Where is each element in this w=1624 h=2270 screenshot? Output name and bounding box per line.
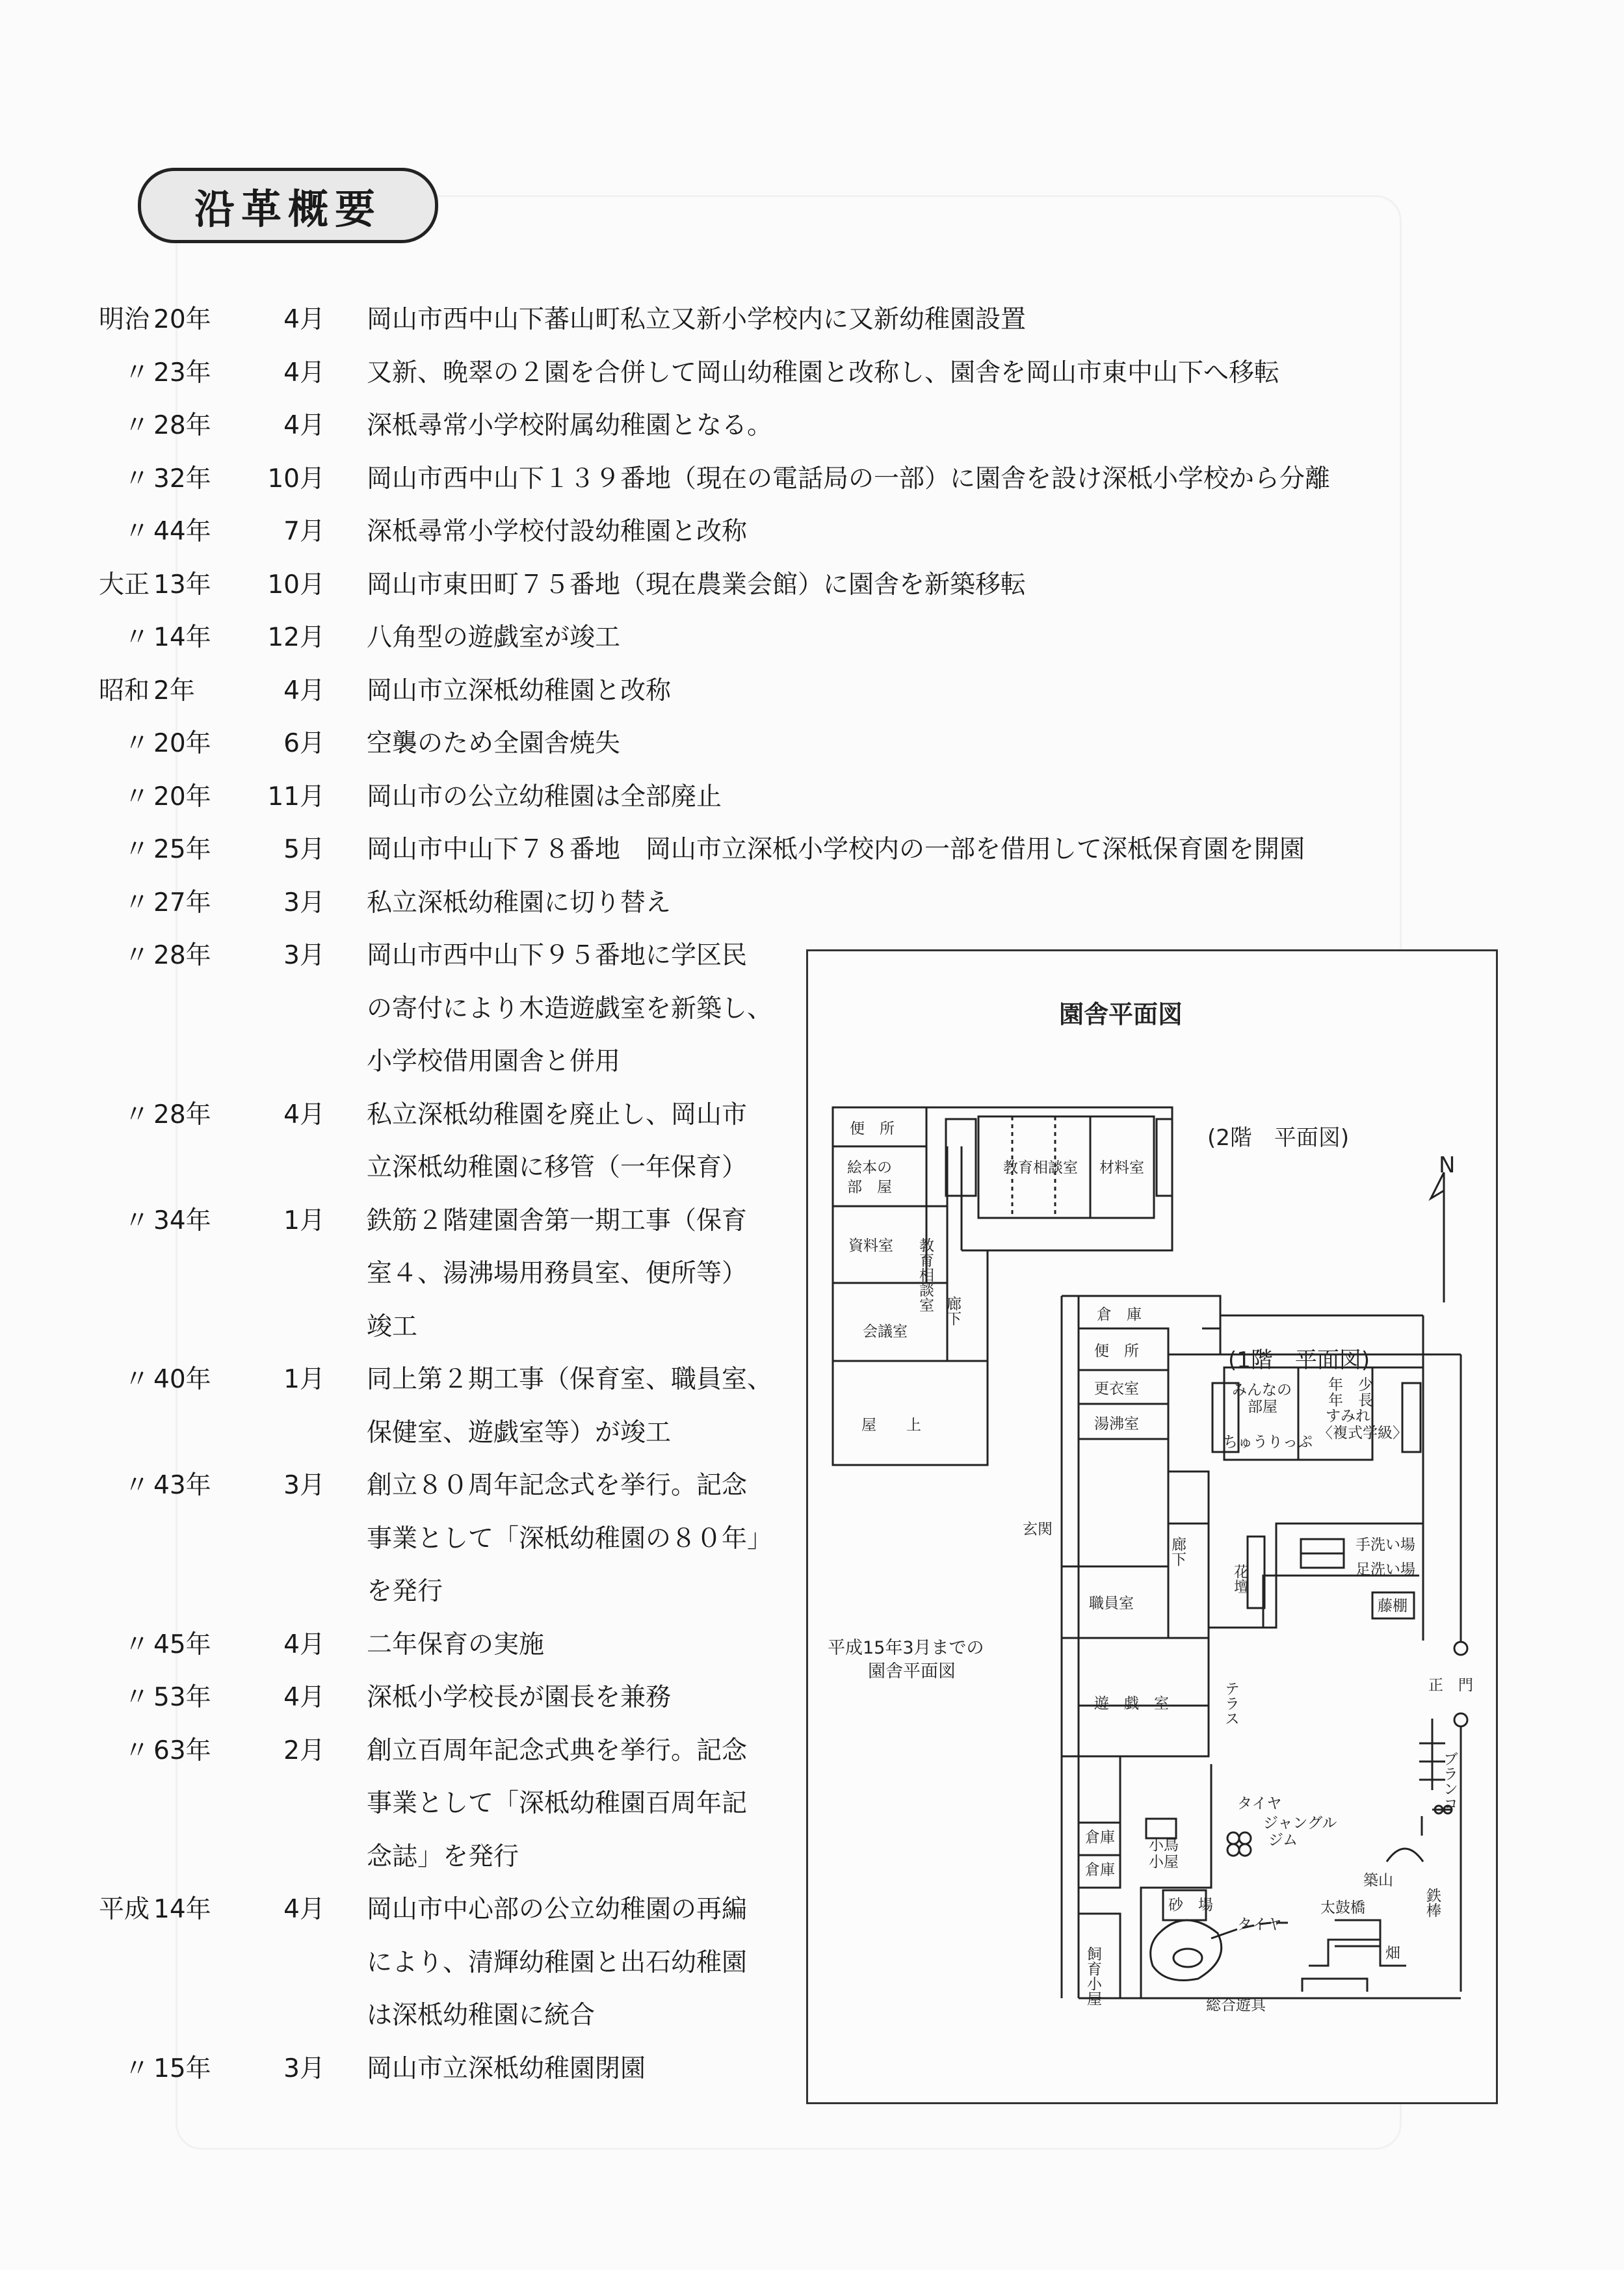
- room-meeting: 会議室: [863, 1323, 908, 1340]
- history-era: 〃: [124, 835, 150, 864]
- footwash-label: 足洗い場: [1356, 1561, 1415, 1578]
- history-era: 大正: [98, 570, 150, 600]
- history-text: 私立深柢幼稚園を廃止し、岡山市: [367, 1100, 748, 1129]
- history-year: 13年: [153, 570, 211, 600]
- page-title: 沿革概要: [138, 168, 438, 243]
- history-text-continued: 小学校借用園舎と併用: [367, 1047, 621, 1076]
- room-picture-book-2: 部 屋: [847, 1179, 892, 1196]
- history-era: 〃: [124, 623, 150, 652]
- room-tulip: ちゅうりっぷ: [1223, 1434, 1313, 1451]
- corridor-1f-label: 廊下: [1169, 1537, 1186, 1566]
- history-month: 11月: [267, 782, 325, 812]
- history-row: [0, 731, 806, 757]
- history-month: 1月: [283, 1206, 325, 1235]
- label-1f: (1階 平面図): [1228, 1347, 1370, 1373]
- history-month: 3月: [283, 1471, 325, 1500]
- history-row: [0, 1367, 806, 1393]
- history-text-continued: 室４、湯沸場用務員室、便所等）: [367, 1259, 748, 1288]
- history-month: 3月: [283, 941, 325, 970]
- history-row: [0, 305, 1027, 334]
- history-year: 53年: [153, 1683, 211, 1712]
- history-month: 7月: [283, 517, 325, 546]
- history-year: 20年: [153, 782, 211, 812]
- history-era: 平成: [98, 1895, 150, 1924]
- drum-bridge: [1335, 1920, 1380, 1946]
- room-minna-1: みんなの: [1232, 1382, 1292, 1399]
- history-text-continued: は深柢幼稚園に統合: [367, 2001, 596, 2030]
- handwash-label: 手洗い場: [1356, 1537, 1415, 1553]
- floor-plan-title: 園舎平面図: [1059, 1000, 1183, 1029]
- tire-label: タイヤ: [1237, 1795, 1282, 1812]
- history-era: 〃: [124, 1683, 150, 1712]
- history-text: 岡山市西中山下１３９番地（現在の電話局の一部）に園舎を設け深柢小学校から分離: [367, 464, 1331, 494]
- tire-label-2: タイヤ: [1237, 1916, 1282, 1933]
- plan-caption-line1: 平成15年3月までの: [828, 1638, 984, 1658]
- history-era: 昭和: [98, 676, 150, 706]
- history-year: 23年: [153, 358, 211, 388]
- history-era: 〃: [124, 1471, 150, 1500]
- history-text: 二年保育の実施: [367, 1630, 545, 1659]
- storage-a-label: 倉庫: [1085, 1829, 1115, 1846]
- history-era: 明治: [98, 305, 150, 334]
- room-combined: 〈複式学級〉: [1318, 1425, 1408, 1442]
- history-month: 3月: [283, 888, 325, 917]
- bird-label-2: 小屋: [1149, 1854, 1179, 1871]
- history-year: 27年: [153, 888, 211, 917]
- corridor-2f-label: 廊下: [944, 1296, 961, 1326]
- history-era: 〃: [124, 782, 150, 812]
- history-month: 4月: [283, 1100, 325, 1129]
- history-era: 〃: [124, 1365, 150, 1394]
- history-year: 28年: [153, 411, 211, 440]
- history-text: 岡山市西中山下蕃山町私立又新小学校内に又新幼稚園設置: [367, 305, 1027, 334]
- history-year: 2年: [153, 676, 195, 706]
- tire-1: [1227, 1832, 1239, 1844]
- history-row: [0, 943, 806, 969]
- room-locker: 更衣室: [1094, 1380, 1139, 1397]
- bird-label-1: 小鳥: [1149, 1837, 1179, 1854]
- room-counsel-vertical: 教育相談室: [917, 1237, 934, 1312]
- history-era: 〃: [124, 888, 150, 917]
- room-minna-2: 部屋: [1248, 1399, 1277, 1416]
- history-text: 岡山市中心部の公立幼稚園の再編: [367, 1895, 748, 1924]
- history-era: 〃: [124, 1630, 150, 1659]
- history-text-continued: 保健室、遊戯室等）が竣工: [367, 1418, 672, 1447]
- flowerbed: [1248, 1537, 1264, 1608]
- history-text: 岡山市西中山下９５番地に学区民: [367, 941, 748, 970]
- history-month: 4月: [283, 1630, 325, 1659]
- history-year: 32年: [153, 464, 211, 494]
- history-era: 〃: [124, 729, 150, 758]
- jungle-gym-label-2: ジム: [1268, 1832, 1298, 1849]
- history-year: 28年: [153, 941, 211, 970]
- history-text-continued: 立深柢幼稚園に移管（一年保育）: [367, 1153, 748, 1182]
- room-nensho: 年 少: [1328, 1377, 1373, 1393]
- history-row: [0, 1632, 806, 1658]
- history-row: [0, 1897, 806, 1923]
- history-era: 〃: [124, 1100, 150, 1129]
- history-row: [0, 464, 1331, 494]
- history-era: 〃: [124, 517, 150, 546]
- play-equipment-label: 総合遊具: [1206, 1997, 1266, 2014]
- history-year: 14年: [153, 1895, 211, 1924]
- history-era: 〃: [124, 1206, 150, 1235]
- history-text-continued: 竣工: [367, 1312, 418, 1341]
- history-year: 14年: [153, 623, 211, 652]
- history-era: 〃: [124, 358, 150, 388]
- history-row: [0, 1735, 806, 1765]
- bird-house: [1146, 1819, 1176, 1838]
- room-nencho: 年 長: [1328, 1392, 1373, 1409]
- history-text-continued: 念誌」を発行: [367, 1841, 519, 1871]
- mound: [1387, 1849, 1423, 1862]
- history-row: [0, 2053, 806, 2083]
- history-month: 10月: [267, 464, 325, 494]
- history-row: [0, 784, 806, 810]
- history-month: 4月: [283, 305, 325, 334]
- history-year: 20年: [153, 729, 211, 758]
- room-kitchenette: 湯沸室: [1094, 1416, 1139, 1432]
- history-text: 岡山市立深柢幼稚園と改称: [367, 676, 672, 706]
- mound-label: 築山: [1363, 1872, 1393, 1889]
- history-era: 〃: [124, 411, 150, 440]
- history-row: [0, 835, 1305, 864]
- history-row: [0, 1473, 806, 1499]
- play-equipment: [1151, 1920, 1222, 1981]
- room-picture-book-1: 絵本の: [847, 1159, 892, 1176]
- history-text: 岡山市東田町７５番地（現在農業会館）に園舎を新築移転: [367, 570, 1027, 600]
- stairs-2f-right: [1157, 1119, 1172, 1196]
- rooftop: [833, 1361, 988, 1465]
- history-year: 45年: [153, 1630, 211, 1659]
- history-era: 〃: [124, 941, 150, 970]
- floor-plan-panel: [806, 949, 1498, 2104]
- history-year: 15年: [153, 2053, 211, 2083]
- terrace-label: テラス: [1222, 1681, 1239, 1726]
- picture-book-room: [833, 1146, 926, 1206]
- history-text: 深柢小学校長が園長を兼務: [367, 1683, 672, 1712]
- history-text: 岡山市立深柢幼稚園閉園: [367, 2053, 646, 2083]
- history-text: 私立深柢幼稚園に切り替え: [367, 888, 672, 917]
- history-text-continued: 事業として「深柢幼稚園百周年記: [367, 1789, 748, 1818]
- gate-post-south: [1454, 1713, 1467, 1726]
- swing-label: ブランコ: [1441, 1751, 1458, 1811]
- history-text: 八角型の遊戯室が竣工: [367, 623, 621, 652]
- gate-post-north: [1454, 1642, 1467, 1655]
- history-year: 34年: [153, 1206, 211, 1235]
- history-month: 1月: [283, 1365, 325, 1394]
- history-row: [0, 678, 806, 704]
- history-row: [0, 570, 1027, 600]
- history-row: [0, 413, 806, 439]
- history-text: 岡山市の公立幼稚園は全部廃止: [367, 782, 722, 812]
- history-row: [0, 1102, 806, 1128]
- history-text: 鉄筋２階建園舎第一期工事（保育: [367, 1206, 748, 1235]
- history-text: 深柢尋常小学校附属幼稚園となる。: [367, 411, 773, 440]
- history-month: 3月: [283, 2053, 325, 2083]
- history-text: 創立８０周年記念式を挙行。記念: [367, 1471, 748, 1500]
- stairs-1f-right: [1402, 1383, 1421, 1452]
- history-month: 4月: [283, 676, 325, 706]
- iron-bar-label: 鉄棒: [1424, 1888, 1441, 1918]
- room-material: 材料室: [1099, 1159, 1144, 1176]
- history-text: 又新、晩翠の２園を合併して岡山幼稚園と改称し、園舎を岡山市東中山下へ移転: [367, 358, 1280, 388]
- history-year: 43年: [153, 1471, 211, 1500]
- storage-b-label: 倉庫: [1085, 1862, 1115, 1879]
- animal-hut-label: 飼育小屋: [1084, 1946, 1101, 2006]
- history-text-continued: 事業として「深柢幼稚園の８０年」: [367, 1524, 773, 1553]
- history-text: 同上第２期工事（保育室、職員室、: [367, 1365, 773, 1394]
- flowerbed-label: 花壇: [1231, 1564, 1248, 1594]
- room-document: 資料室: [848, 1237, 893, 1254]
- drum-bridge-label: 太鼓橋: [1320, 1899, 1365, 1916]
- room-staff: 職員室: [1089, 1595, 1134, 1612]
- history-month: 5月: [283, 835, 325, 864]
- field-label: 畑: [1385, 1945, 1400, 1962]
- sandbox-label: 砂 場: [1168, 1897, 1213, 1914]
- history-year: 28年: [153, 1100, 211, 1129]
- history-row: [0, 358, 1280, 388]
- history-era: 〃: [124, 464, 150, 494]
- history-text-continued: を発行: [367, 1577, 443, 1606]
- history-text-continued: により、清輝幼稚園と出石幼稚園: [367, 1947, 748, 1977]
- history-month: 12月: [267, 623, 325, 652]
- label-2f: (2階 平面図): [1207, 1125, 1350, 1151]
- entrance-label: 玄関: [1023, 1521, 1053, 1538]
- north-label: N: [1439, 1152, 1456, 1178]
- history-month: 4月: [283, 1683, 325, 1712]
- history-row: [0, 625, 806, 651]
- room-storage-1f: 倉 庫: [1097, 1306, 1142, 1323]
- history-month: 6月: [283, 729, 325, 758]
- history-text: 深柢尋常小学校付設幼稚園と改称: [367, 517, 748, 546]
- jungle-gym-label-1: ジャングル: [1263, 1815, 1337, 1832]
- history-text: 空襲のため全園舎焼失: [367, 729, 621, 758]
- main-gate-label: 正 門: [1428, 1677, 1473, 1694]
- history-row: [0, 890, 806, 916]
- room-counsel: 教育相談室: [1003, 1159, 1078, 1176]
- room-toilet-2f: 便 所: [850, 1120, 895, 1137]
- history-year: 25年: [153, 835, 211, 864]
- history-year: 20年: [153, 305, 211, 334]
- history-month: 2月: [283, 1735, 325, 1765]
- history-month: 4月: [283, 411, 325, 440]
- history-text-continued: の寄付により木造遊戯室を新築し、: [367, 994, 773, 1023]
- history-row: [0, 1208, 806, 1234]
- history-month: 4月: [283, 1895, 325, 1924]
- room-toilet-1f: 便 所: [1094, 1343, 1139, 1360]
- room-playroom: 遊 戯 室: [1094, 1695, 1169, 1712]
- room-sumire: すみれ: [1326, 1408, 1370, 1425]
- room-rooftop: 屋 上: [861, 1417, 921, 1434]
- history-text: 岡山市中山下７８番地 岡山市立深柢小学校内の一部を借用して深柢保育園を開園: [367, 835, 1305, 864]
- history-text: 創立百周年記念式典を挙行。記念: [367, 1735, 748, 1765]
- plan-caption-line2: 園舎平面図: [868, 1661, 956, 1682]
- history-year: 63年: [153, 1735, 211, 1765]
- floor-plan-diagram: [808, 951, 1496, 2102]
- history-row: [0, 1685, 806, 1711]
- history-era: 〃: [124, 2053, 150, 2083]
- history-era: 〃: [124, 1735, 150, 1765]
- history-month: 4月: [283, 358, 325, 388]
- history-year: 44年: [153, 517, 211, 546]
- wisteria-label: 藤棚: [1378, 1598, 1408, 1615]
- history-month: 10月: [267, 570, 325, 600]
- history-year: 40年: [153, 1365, 211, 1394]
- history-row: [0, 519, 806, 545]
